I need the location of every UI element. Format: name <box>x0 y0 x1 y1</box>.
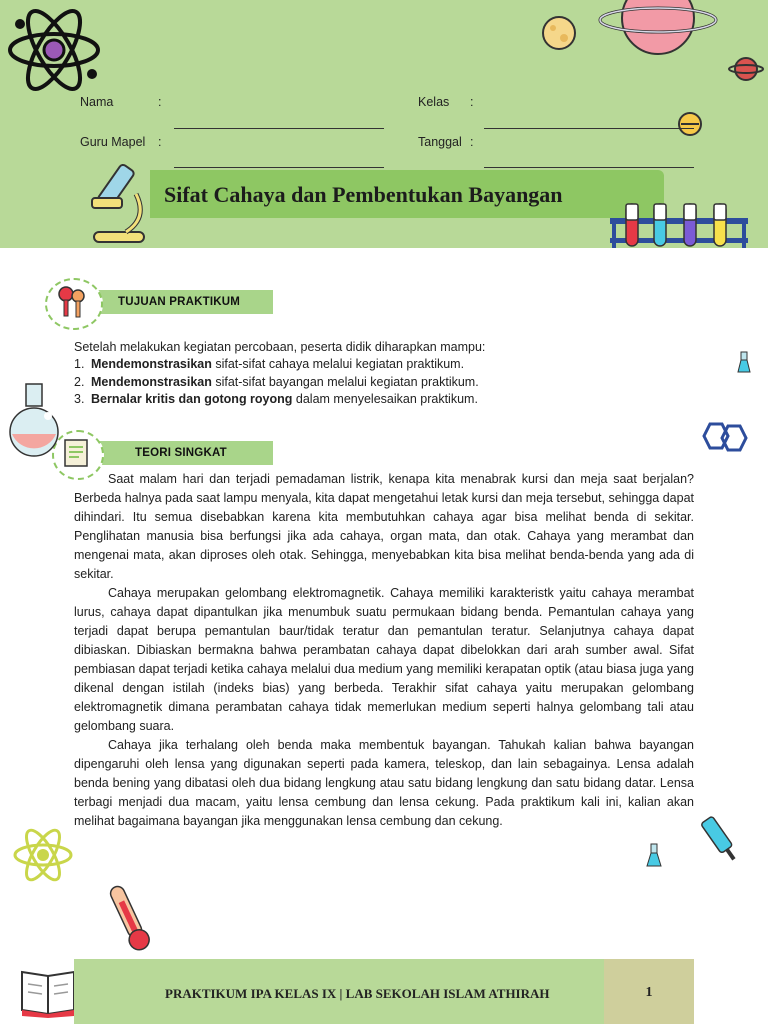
page-number: 1 <box>645 985 653 1000</box>
list-item <box>74 391 479 409</box>
guru-mapel-input-line[interactable] <box>174 167 384 168</box>
book-icon <box>18 962 78 1018</box>
microscope-icon <box>86 158 158 248</box>
test-tubes-icon <box>606 198 752 250</box>
list-text: sifat-sifat bayangan melalui kegiatan praktikum. <box>211 374 479 389</box>
flask-icon <box>734 350 754 376</box>
list-bold-text: Mendemonstrasikan <box>91 357 212 371</box>
field-colon: : <box>158 135 162 149</box>
syringe-icon <box>696 810 742 866</box>
flask-icon <box>644 842 664 870</box>
section-heading-tujuan: TUJUAN PRAKTIKUM <box>118 296 241 308</box>
list-item <box>74 356 479 374</box>
teori-body <box>74 470 694 831</box>
planet-icon <box>728 54 764 84</box>
thermometer-icon <box>104 880 154 956</box>
flask-icon <box>4 380 68 460</box>
tujuan-intro: Setelah melakukan kegiatan percobaan, peserta didik diharapkan mampu: <box>74 340 486 354</box>
page-title: Sifat Cahaya dan Pembentukan Bayangan <box>164 182 563 207</box>
paragraph: Cahaya merupakan gelombang elektromagnetik. Cahaya memiliki karakteristk yaitu cahaya merambat lurus, cahaya dapat dipantulkan jika menumbuk suatu permukaan bidang benda. Pemantulan cahaya yang terjadi dapat berupa pemantulan baur/tidak teratur dan pemantulan teratur. Selanjutnya cahaya dapat dibiaskan. Dibiaskan bermakna bahwa perambatan cahaya dapat dibelokkan dari arah sumber awal. Sifat pembiasan dapat terjadi ketika cahaya melalui dua medium yang memiliki kerapatan optik (atau biasa juga yang dikenal dengan istilah (indeks bias) yang berbeda. Terakhir sifat cahaya yaitu merupakan gelombang elektromagnetik dimana perambatan cahaya tidak memerlukan medium seperti halnya gelombang tali atau gelombang suara. <box>74 586 694 733</box>
planet-icon <box>676 110 704 138</box>
list-number: 1. <box>74 357 85 371</box>
planet-icon <box>598 0 720 60</box>
list-bold-text: Mendemonstrasikan <box>91 374 212 389</box>
paragraph: Cahaya jika terhalang oleh benda maka membentuk bayangan. Tahukah kalian bahwa bayangan dipengaruhi oleh lensa yang digunakan seperti pada kamera, teleskop, dan lain sebagainya. Lensa adalah benda bening yang dibatasi oleh dua bidang lengkung atau satu bidang lengkung dan satu bidang datar. Lensa terbagi menjadi dua macam, yaitu lensa cembung dan lensa cekung. Pada praktikum kali ini, kalian akan melihat bagaimana bayangan jika menggunakan lensa cembung dan cekung. <box>74 738 694 828</box>
atom-icon <box>10 822 76 888</box>
paragraph: Saat malam hari dan terjadi pemadaman listrik, kenapa kita menabrak kursi dan meja saat berjalan? Berbeda halnya pada saat lampu menyala, kita dapat mengetahui letak kursi dan meja tersebut, sehingga dapat dihindari. Itu semua disebabkan karena kita membutuhkan cahaya agar bisa melihat benda di sekitar. Penglihatan manusia bisa berfungsi jika ada cahaya, organ mata, dan otak. Cahaya yang merambat dan mengenai mata, akan diproses oleh otak. Sehingga, menyebabkan kita bisa melihat benda-benda yang ada di sekitar. <box>74 472 694 581</box>
field-colon: : <box>470 95 474 109</box>
keys-icon <box>54 284 90 322</box>
field-label-tanggal: Tanggal <box>418 135 462 149</box>
field-label-kelas: Kelas <box>418 95 450 109</box>
nama-input-line[interactable] <box>174 128 384 129</box>
list-text: dalam menyelesaikan praktikum. <box>292 392 478 406</box>
field-label-nama: Nama <box>80 95 114 109</box>
list-item <box>74 374 479 392</box>
section-heading-teori: TEORI SINGKAT <box>135 447 227 459</box>
footer-text: PRAKTIKUM IPA KELAS IX | LAB SEKOLAH ISLAM ATHIRAH <box>165 986 550 1001</box>
hexagon-molecule-icon <box>698 418 750 458</box>
kelas-input-line[interactable] <box>484 128 694 129</box>
list-bold-text: Bernalar kritis dan gotong royong <box>91 392 293 406</box>
atom-icon <box>6 2 106 98</box>
list-text: sifat-sifat cahaya melalui kegiatan praktikum. <box>211 357 465 371</box>
field-label-guru-mapel: Guru Mapel <box>80 135 146 149</box>
tujuan-list <box>74 356 479 409</box>
list-number: 2. <box>74 374 85 389</box>
tanggal-input-line[interactable] <box>484 167 694 168</box>
field-colon: : <box>470 135 474 149</box>
planet-icon <box>540 14 578 52</box>
field-colon: : <box>158 95 162 109</box>
list-number: 3. <box>74 392 85 406</box>
